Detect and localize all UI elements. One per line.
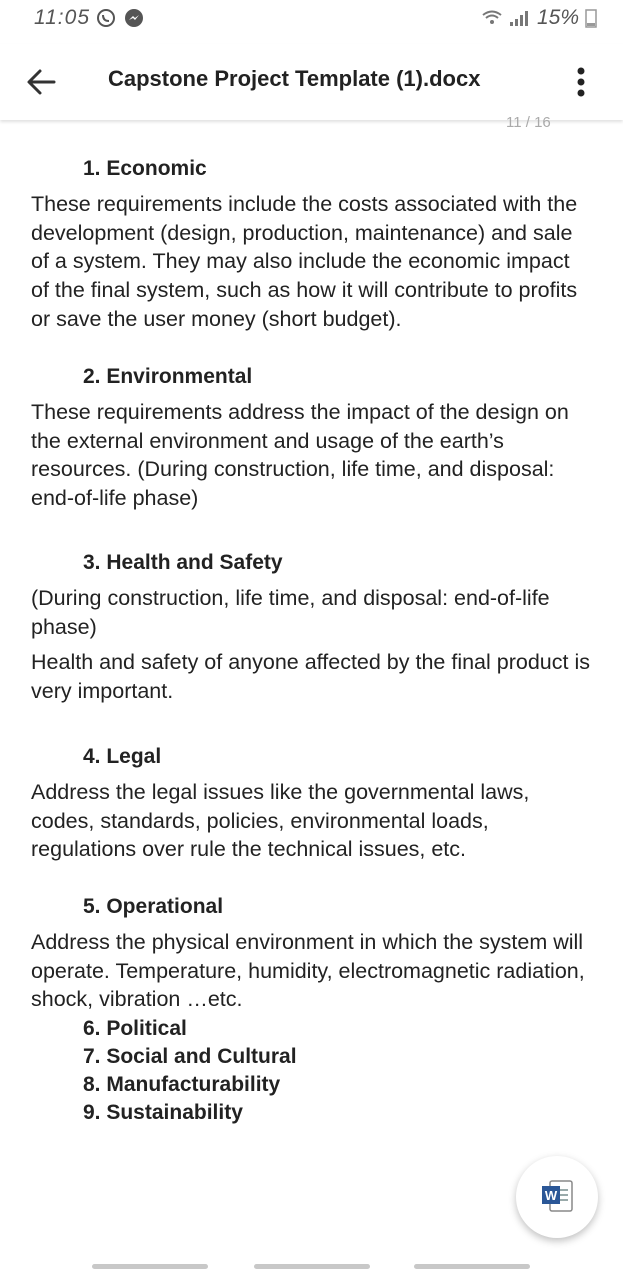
wifi-icon	[481, 9, 503, 27]
heading-legal: 4. Legal	[83, 745, 162, 768]
word-icon-letter: W	[544, 1188, 558, 1203]
paragraph-environmental: These requirements address the impact of the design on the external environment and usage of the earth’s resources. (During construction, life time, and disposal: end-of-life phase)	[31, 400, 569, 511]
heading-sustainability: 9. Sustainability	[83, 1101, 243, 1124]
heading-political: 6. Political	[83, 1017, 187, 1040]
app-bar	[0, 44, 623, 120]
word-icon	[516, 1156, 598, 1238]
paragraph-health-safety-scope: (During construction, life time, and disposal: end-of-life phase)	[31, 586, 550, 639]
paragraph-legal: Address the legal issues like the governmental laws, codes, standards, policies, environmental loads, regulations over rule the technical issues, etc.	[31, 780, 530, 862]
back-arrow-icon[interactable]	[22, 62, 62, 102]
more-options-icon[interactable]	[566, 62, 596, 102]
heading-operational: 5. Operational	[83, 895, 224, 918]
whatsapp-icon	[96, 8, 116, 28]
heading-social-cultural: 7. Social and Cultural	[83, 1045, 297, 1068]
battery-icon	[585, 8, 597, 28]
heading-health-safety: 3. Health and Safety	[83, 551, 283, 574]
status-bar	[0, 0, 623, 36]
heading-manufacturability: 8. Manufacturability	[83, 1073, 281, 1096]
status-right	[481, 6, 597, 30]
page-indicator: 11 / 16	[506, 114, 551, 131]
heading-economic: 1. Economic	[83, 157, 207, 180]
heading-environmental: 2. Environmental	[83, 365, 253, 388]
paragraph-health-safety: Health and safety of anyone affected by the final product is very important.	[31, 650, 590, 703]
open-in-word-button[interactable]	[516, 1156, 598, 1238]
messenger-icon	[124, 8, 144, 28]
document-title: Capstone Project Template (1).docx	[108, 66, 481, 91]
paragraph-economic: These requirements include the costs associated with the development (design, production, maintenance) and sale of a system. They may also include the economic impact of the final system, such as how it will contribute to profits or save the user money (short budget).	[31, 192, 578, 331]
nav-home[interactable]	[254, 1264, 370, 1269]
nav-recents[interactable]	[92, 1264, 208, 1269]
nav-back[interactable]	[414, 1264, 530, 1269]
status-time: 11:05	[34, 6, 90, 29]
paragraph-operational: Address the physical environment in which the system will operate. Temperature, humidity, electromagnetic radiation, shock, vibration …etc.	[31, 930, 585, 1012]
battery-percent: 15%	[536, 6, 579, 29]
signal-icon	[509, 9, 531, 27]
